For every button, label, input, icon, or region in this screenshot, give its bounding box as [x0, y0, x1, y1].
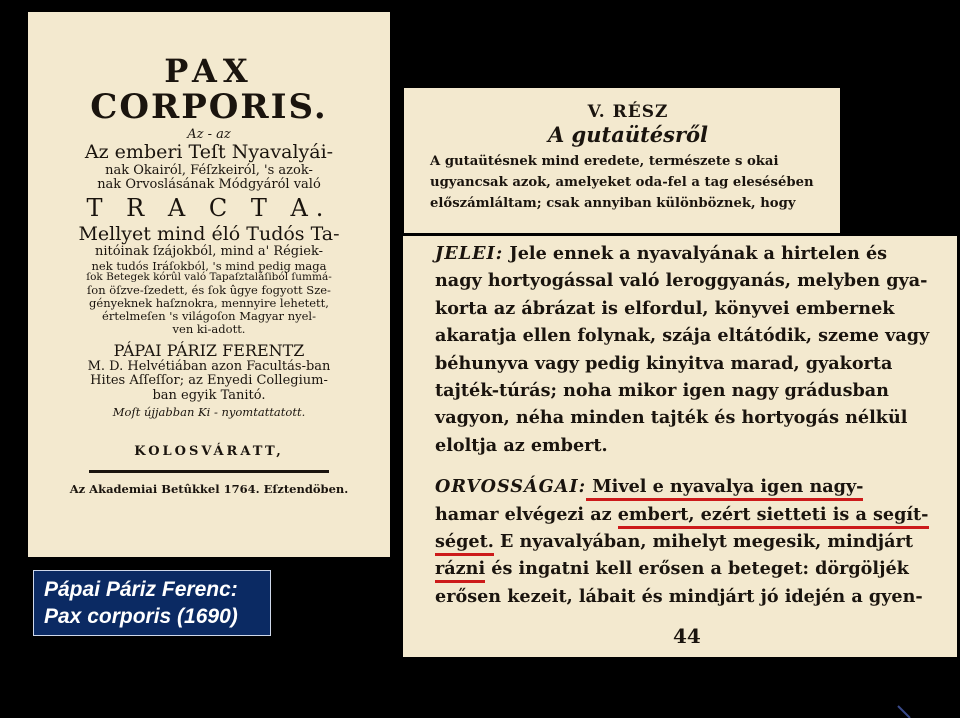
text-line: erősen kezeit, lábait és mindjárt jó idején a gyen- — [435, 585, 923, 607]
title-line: M. D. Helvétiában azon Facultás-ban — [87, 358, 331, 374]
text-line: eloltja az embert. — [435, 434, 608, 456]
underlined-text: embert, ezért sietteti is a segít- — [618, 504, 929, 529]
title-line: ſon öſzve-ſzedett, és ſok ûgye fogyott Sze- — [87, 283, 331, 298]
title-pax: PAX — [164, 52, 254, 90]
text-line: béhunyva vagy pedig kinyitva marad, gyakorta — [435, 352, 893, 374]
title-corporis: CORPORIS. — [90, 86, 328, 127]
title-tracta: T R A C T A. — [86, 193, 332, 222]
text-line — [435, 473, 957, 500]
slide-corner-mark — [896, 704, 916, 718]
text-line: séget. E nyavalyában, mihelyt megesik, mindjárt — [435, 528, 957, 555]
text-line: korta az ábrázat is elfordul, könyvei embernek — [435, 297, 895, 319]
title-azaz: Az - az — [187, 126, 231, 142]
text-line: előszámláltam; csak annyiban különböznek, hogy — [430, 196, 796, 211]
text-line: A gutaütésnek mind eredete, természete s okai — [430, 154, 779, 169]
text-line: ugyancsak azok, amelyeket oda-fel a tag elesésében — [430, 175, 814, 190]
title-line: ven ki-adott. — [172, 321, 246, 336]
text-line: nagy hortyogással való leroggyanás, melyben gya- — [435, 270, 928, 292]
title-line: gényeknek haſznokra, mennyire lehetett, — [89, 296, 329, 310]
text-line: JELEI: Jele ennek a nyavalyának a hirtelen és — [435, 243, 888, 264]
title-line: Az emberi Teſt Nyavalyái- — [84, 141, 334, 164]
chapter-title: V. RÉSZ — [587, 102, 669, 122]
underlined-text: séget. — [435, 531, 494, 556]
text-line: rázni és ingatni kell erősen a beteget: dörgöljék — [435, 555, 957, 582]
jelei-label: JELEI: — [435, 243, 504, 264]
chapter-heading-scan — [404, 88, 840, 233]
text-line: tajték-túrás; noha mikor igen nagy grádusban — [435, 380, 889, 402]
title-line: nak Orvoslásának Módgyáról való — [97, 177, 321, 193]
caption-author: Pápai Páriz Ferenc: — [44, 578, 238, 601]
title-line: Mellyet mind éló Tudós Ta- — [78, 222, 340, 245]
caption-box — [33, 570, 271, 636]
orvossagai-label: ORVOSSÁGAI: — [435, 476, 587, 498]
title-place: KOLOSVÁRATT, — [134, 444, 284, 460]
title-line: ſok Betegek kórûl való Tapaſztaláſiból ſummá- — [86, 271, 332, 284]
title-line: Hites Aſſeſſor; az Enyedi Collegium- — [90, 373, 328, 389]
title-line: nek tudós Iráſokból, 's mind pedig maga — [91, 258, 327, 273]
title-author: PÁPAI PÁRIZ FERENTZ — [113, 340, 305, 360]
text-line: akaratja ellen folynak, szája eltátódik, szeme vagy — [435, 325, 930, 347]
title-imprint: Az Akademiai Betûkkel 1764. Eſztendöben. — [69, 481, 349, 496]
title-line: értelmeſen 's világoſon Magyar nyel- — [102, 308, 316, 323]
title-line: nitóinak ſzájokból, mind a' Régiek- — [94, 243, 324, 259]
page-number: 44 — [673, 624, 701, 648]
section-gap — [435, 459, 957, 473]
title-page-scan — [28, 12, 390, 557]
title-rule — [89, 470, 329, 473]
text-line: vagyon, néha minden tajték és hortyogás nélkül — [435, 407, 908, 429]
caption-title: Pax corporis (1690) — [44, 605, 238, 628]
text-excerpt-scan — [403, 236, 957, 657]
underlined-text: rázni — [435, 558, 485, 583]
underlined-text: Mivel e nyavalya igen nagy- — [586, 476, 863, 501]
title-line: Moſt újjabban Ki - nyomtattatott. — [112, 405, 306, 420]
chapter-subtitle: A gutaütésről — [547, 122, 709, 147]
title-line: nak Okairól, Féſzkeiról, 's azok- — [105, 162, 313, 178]
title-line: ban egyik Tanitó. — [152, 387, 266, 403]
text-line: hamar elvégezi az embert, ezért sietteti is a segít- — [435, 501, 957, 528]
